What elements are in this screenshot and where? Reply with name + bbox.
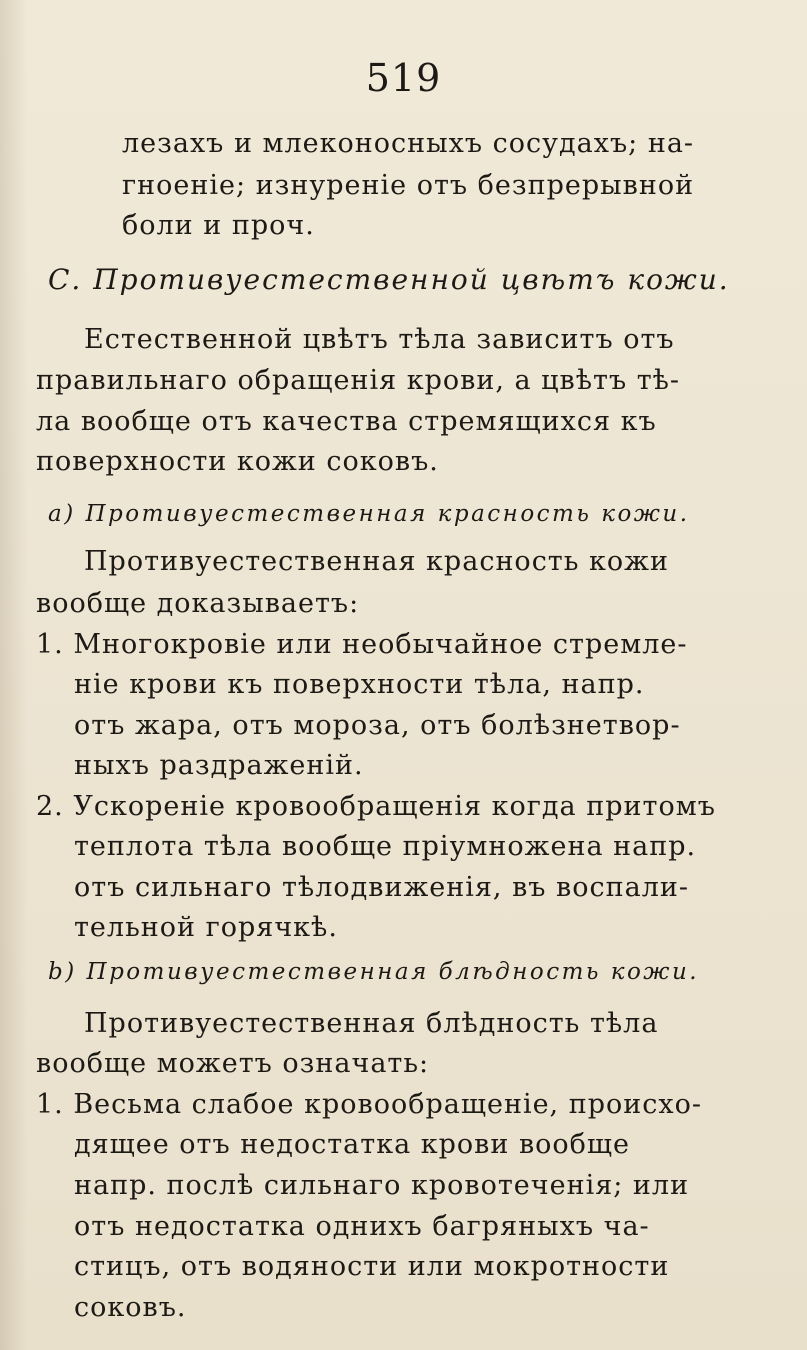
text-line: Противуестественная красность кожи: [84, 546, 669, 577]
text-line: поверхности кожи соковъ.: [36, 446, 439, 477]
list-item-line: дящее отъ недостатка крови вообще: [74, 1129, 630, 1160]
list-item-line: 1. Многокровіе или необычайное стремле-: [36, 629, 688, 660]
text-line: ла вообще отъ качества стремящихся къ: [36, 406, 657, 437]
text-line: Естественной цвѣтъ тѣла зависитъ отъ: [84, 324, 675, 355]
list-item-line: теплота тѣла вообще пріумножена напр.: [74, 831, 697, 862]
list-item-line: ныхъ раздраженій.: [74, 750, 364, 781]
list-item-line: отъ жара, отъ мороза, отъ болѣзнетвор-: [74, 710, 681, 741]
list-item-line: соковъ.: [74, 1292, 187, 1323]
text-line: Противуестественная блѣдность тѣла: [84, 1008, 659, 1039]
text-line: вообще можетъ означать:: [36, 1048, 430, 1079]
list-item-line: ніе крови къ поверхности тѣла, напр.: [74, 669, 645, 700]
text-line: боли и проч.: [122, 210, 315, 241]
list-item-line: напр. послѣ сильнаго кровотеченія; или: [74, 1170, 690, 1201]
text-line: правильнаго обращенія крови, а цвѣтъ тѣ-: [36, 365, 681, 396]
section-heading: С. Противуестественной цвѣтъ кожи.: [48, 263, 730, 296]
text-line: лезахъ и млеконосныхъ сосудахъ; на-: [122, 128, 695, 159]
text-line: гноеніе; изнуреніе отъ безпрерывной: [122, 170, 695, 201]
text-line: вообще доказываетъ:: [36, 588, 360, 619]
list-item-line: стицъ, отъ водяности или мокротности: [74, 1251, 670, 1282]
list-item-line: отъ сильнаго тѣлодвиженія, въ воспали-: [74, 872, 689, 903]
list-item-line: 2. Ускореніе кровообращенія когда притомъ: [36, 791, 716, 822]
subsection-heading: a) Противуестественная красность кожи.: [48, 501, 690, 527]
page-number: 519: [365, 56, 442, 100]
list-item-line: отъ недостатка однихъ багряныхъ ча-: [74, 1211, 650, 1242]
list-item-line: тельной горячкѣ.: [74, 912, 338, 943]
subsection-heading: b) Противуестественная блѣдность кожи.: [48, 959, 700, 985]
list-item-line: 1. Весьма слабое кровообращеніе, происхо-: [36, 1089, 702, 1120]
